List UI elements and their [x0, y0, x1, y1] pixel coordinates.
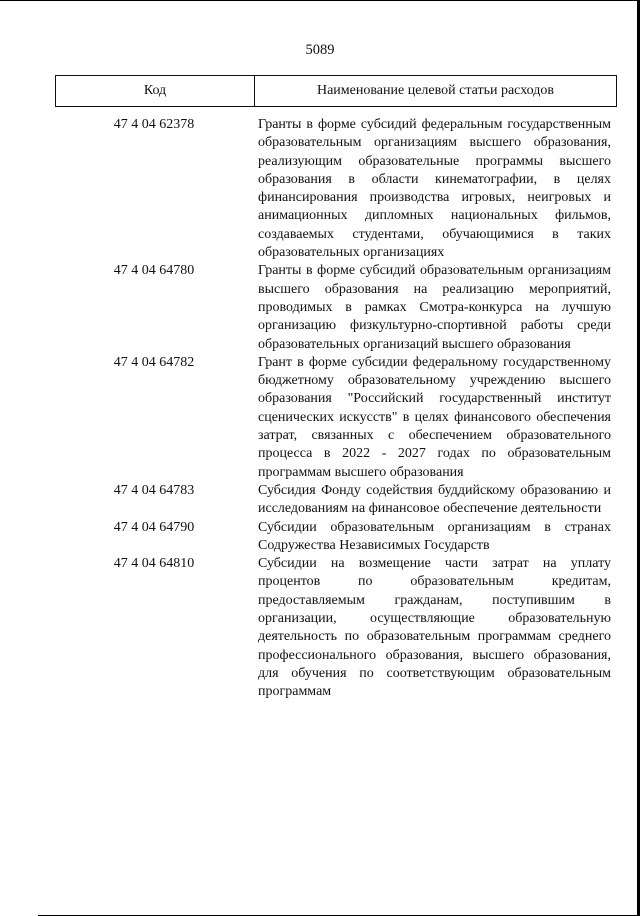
row-code: 47 4 04 64790 [113, 519, 195, 535]
row-name: Грант в форме субсидии федеральному государственному бюджетному образовательному учреждению высшего образования "Российский государственный институт сценических искусств" в целях финансового обеспечения затрат, связанных с обеспечением образовательного процесса в 2022 - 2027 годах по образовательным программам высшего образования [258, 354, 611, 480]
header-name: Наименование целевой статьи расходов [316, 83, 555, 98]
scan-edge-top [0, 0, 640, 1]
table-row [55, 519, 617, 556]
header-code: Код [56, 76, 255, 106]
row-code: 47 4 04 64810 [113, 556, 195, 572]
row-name: Гранты в форме субсидий федеральным государственным образовательным организациям высшего образования, реализующим образовательные программы высшего образования в области кинематографии, в целях финансирования производства игровых, неигровых и анимационных дипломных национальных фильмов, создаваемых студентами, обучающимися в таких образовательных организациях [258, 117, 611, 261]
table-body [55, 116, 617, 702]
row-name: Субсидия Фонду содействия буддийскому образованию и исследованиям на финансовое обеспечение деятельности [258, 482, 611, 517]
row-code: 47 4 04 64783 [113, 482, 195, 498]
row-name: Субсидии образовательным организациям в странах Содружества Независимых Государств [258, 519, 611, 553]
table-row [55, 116, 617, 262]
table-row [55, 262, 617, 353]
row-code: 47 4 04 64780 [113, 263, 195, 279]
row-code: 47 4 04 62378 [113, 117, 195, 132]
table-row [55, 555, 617, 701]
row-code: 47 4 04 64782 [113, 354, 195, 370]
page-number: 5089 [305, 42, 335, 58]
row-name: Субсидии на возмещение части затрат на уплату процентов по образовательным кредитам, предоставляемым гражданам, поступившим в организации, осуществляющие образовательную деятельность по образовательным программам среднего профессионального образования, высшего образования, для обучения по соответствующим образовательным программам [258, 556, 611, 700]
row-name: Гранты в форме субсидий образовательным организациям высшего образования на реализацию мероприятий, проводимых в рамках Смотра-конкурса на лучшую организацию физкультурно-спортивной работы среди образовательных организаций высшего образования [258, 263, 611, 352]
table-header [55, 75, 617, 107]
table-row [55, 354, 617, 482]
table-row [55, 482, 617, 519]
